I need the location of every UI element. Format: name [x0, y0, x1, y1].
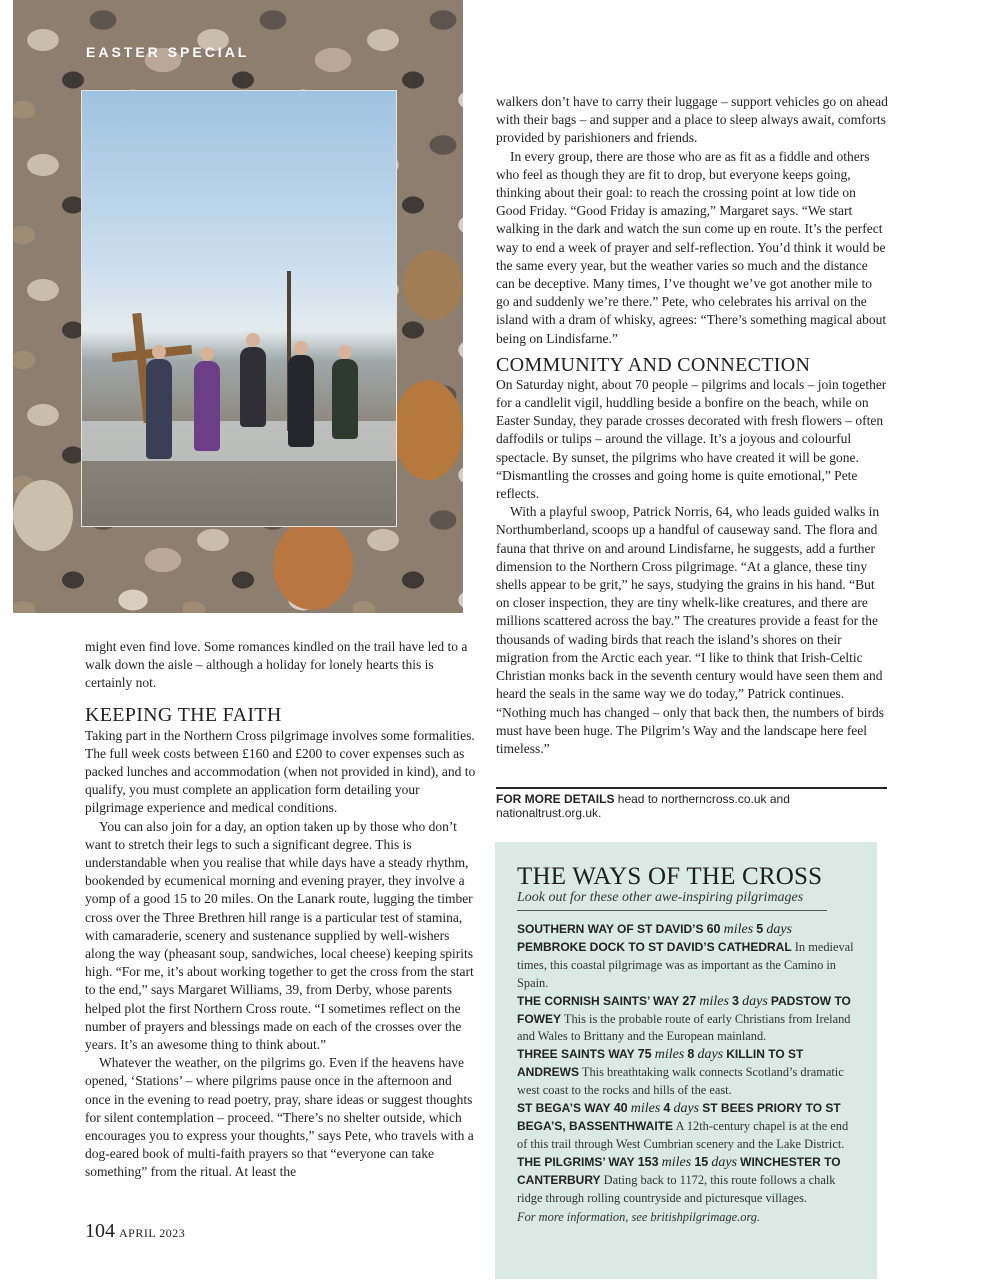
- section-kicker: EASTER SPECIAL: [86, 44, 250, 60]
- details-links[interactable]: head to northerncross.co.uk and nationaltrust.org.uk.: [496, 792, 790, 820]
- pilgrims-photo: [81, 90, 397, 527]
- sidebar-footer: For more information, see britishpilgrimage.org.: [517, 1209, 761, 1224]
- pilgrim-figure: [332, 359, 358, 439]
- ways-of-the-cross-box: [495, 842, 877, 1279]
- issue-date: APRIL 2023: [119, 1226, 186, 1240]
- route-item: THE PILGRIMS’ WAY 153 miles 15 days WINCHESTER TO CANTERBURY Dating back to 1172, this route follows a chalk ridge through rolling countryside and picturesque villages.: [517, 1154, 841, 1205]
- pilgrim-figure: [146, 359, 172, 459]
- sidebar-subtitle: Look out for these other awe-inspiring pilgrimages: [517, 890, 827, 911]
- article-paragraph: Taking part in the Northern Cross pilgrimage involves some formalities. The full week costs between £160 and £200 to cover expenses such as packed lunches and accommodation (when not provided in kind), and to qualify, you must complete an application form detailing your pilgrimage experience and medical conditions.: [85, 727, 476, 816]
- article-paragraph: With a playful swoop, Patrick Norris, 64, who leads guided walks in Northumberland, scoops up a handful of causeway sand. The flora and fauna that thrive on and around Lindisfarne, he suggests, add a further dimension to the Northern Cross pilgrimage. “At a glance, these tiny shells appear to be grit,” he says, studying the grains in his hand. “But on closer inspection, they are tiny whelk-like creatures, and there are millions scattered across the bay.” The creatures provide a feast for the thousands of wading birds that reach the island’s shores on their migration from the Arctic each year. “I like to think that Irish-Celtic Christian monks back in the seventh century would have seen them and heard the seals in the same way we do today,” Patrick continues. “Nothing much has changed – only that back then, the numbers of birds must have been huge. The Pilgrim’s Way and the landscape here feel timeless.”: [496, 504, 885, 756]
- pilgrim-figure: [240, 347, 266, 427]
- route-item: THREE SAINTS WAY 75 miles 8 days KILLIN TO ST ANDREWS This breathtaking walk connects Scotland’s dramatic west coast to the rocks and hills of the east.: [517, 1047, 844, 1098]
- pebble: [273, 520, 353, 610]
- route-list: [517, 921, 855, 1226]
- section-heading: KEEPING THE FAITH: [85, 703, 282, 726]
- page-folio: [85, 1220, 185, 1243]
- more-details: [496, 792, 888, 820]
- divider: [496, 787, 887, 789]
- article-paragraph: In every group, there are those who are as fit as a fiddle and others who feel as though they are fit to drop, but everyone keeps going, thinking about their goal: to reach the crossing point at low tide on Good Friday. “Good Friday is amazing,” Margaret says. “We start walking in the dark and watch the sun come up en route. It’s the perfect way to end a week of prayer and self-reflection. You’d think it would be the same every year, but the weather varies so much and the distance can be deceptive. Many times, I’ve thought we’ve got another mile to go and suddenly we’re there.” Pete, who celebrates his arrival on the island with a dram of whisky, agrees: “There’s something magical about being on Lindisfarne.”: [496, 148, 887, 346]
- left-article-column: [85, 638, 477, 1182]
- section-heading: COMMUNITY AND CONNECTION: [496, 353, 811, 376]
- route-item: SOUTHERN WAY OF ST DAVID’S 60 miles 5 days PEMBROKE DOCK TO ST DAVID’S CATHEDRAL In medieval times, this coastal pilgrimage was as important as the Camino in Spain.: [517, 922, 854, 990]
- sidebar-title: THE WAYS OF THE CROSS: [517, 863, 823, 890]
- article-paragraph: Whatever the weather, on the pilgrims go. Even if the heavens have opened, ‘Stations’ – where pilgrims pause once in the afternoon and once in the evening to read poetry, pray, share ideas or suggest thoughts for silent contemplation – proceed. “There’s no shelter outside, which encourages you to express your thoughts,” says Pete, who travels with a dog-eared book of multi-faith prayers so that “everyone can take something” from the ritual. At least the: [85, 1055, 474, 1180]
- article-paragraph: On Saturday night, about 70 people – pilgrims and locals – join together for a candlelit vigil, huddling beside a bonfire on the beach, while on Easter Sunday, they parade crosses decorated with fresh flowers – often daffodils or tulips – around the village. It’s a joyous and colourful spectacle. By sunset, the pilgrims who have created it will be gone. “Dismantling the crosses and going home is quite emotional,” Pete reflects.: [496, 376, 887, 502]
- article-paragraph: might even find love. Some romances kindled on the trail have led to a walk down the aisle – although a holiday for lonely hearts this is certainly not.: [85, 639, 468, 691]
- pilgrim-figure: [288, 355, 314, 447]
- details-label: FOR MORE DETAILS: [496, 792, 615, 806]
- route-item: ST BEGA’S WAY 40 miles 4 days ST BEES PRIORY TO ST BEGA’S, BASSENTHWAITE A 12th-century chapel is at the end of this trail through West Cumbrian scenery and the Lake District.: [517, 1101, 849, 1151]
- route-item: THE CORNISH SAINTS’ WAY 27 miles 3 days PADSTOW TO FOWEY This is the probable route of early Christians from Ireland and Wales to Brittany and the European mainland.: [517, 993, 851, 1044]
- article-paragraph: You can also join for a day, an option taken up by those who don’t want to stretch their legs to such a significant degree. This is understandable when you realise that while days have a steady rhythm, bookended by ecumenical morning and evening prayer, they involve a yomp of a good 15 to 20 miles. On the Lanark route, lugging the timber cross over the Three Brethren hill range is a particular test of stamina, with camaraderie, scenery and sustenance supplied by well-wishers along the way (pheasant soup, sandwiches, local cheese) keeping spirits high. “For me, it’s about working together to get the cross from the start to the end,” says Margaret Williams, 39, from Derby, whose parents helped plot the first Northern Cross route. “I sometimes reflect on the number of prayers and blessings made on each of the crosses over the years. It’s an awesome thing to think about.”: [85, 818, 474, 1053]
- article-paragraph: walkers don’t have to carry their luggage – support vehicles go on ahead with their bags – and supper and a place to sleep always await, comforts provided by parishioners and friends.: [496, 94, 888, 146]
- pebble: [403, 250, 463, 320]
- pilgrim-figure: [194, 361, 220, 451]
- right-article-column: [496, 93, 888, 758]
- pebble: [393, 380, 463, 480]
- pebble: [13, 480, 73, 550]
- page-number: 104: [85, 1220, 115, 1242]
